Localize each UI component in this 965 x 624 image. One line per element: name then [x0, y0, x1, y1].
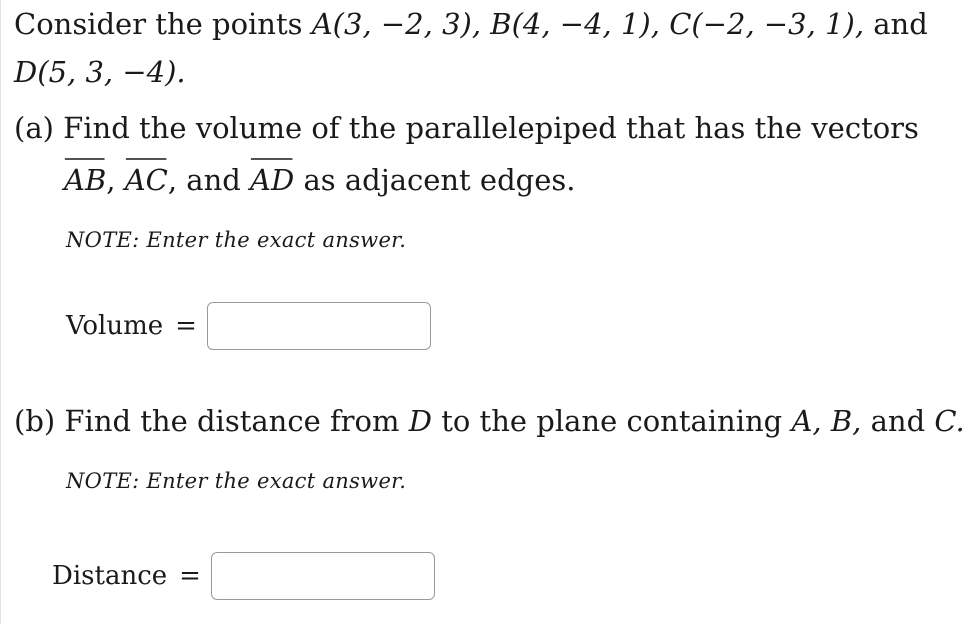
- part-b-question: [14, 403, 965, 439]
- distance-input[interactable]: [211, 552, 435, 600]
- part-b-note: NOTE: Enter the exact answer.: [66, 469, 407, 493]
- part-a-text: Find the volume of the parallelepiped that has the vectors: [63, 111, 919, 145]
- vector-ab: AB: [64, 162, 106, 198]
- part-b-text-middle: to the plane containing: [441, 404, 783, 438]
- point-b: B(4, −4, 1),: [490, 7, 660, 41]
- problem-intro-line2: [14, 54, 186, 90]
- part-a-label: (a): [14, 111, 54, 145]
- distance-answer-row: [52, 552, 435, 600]
- point-d: D(5, 3, −4).: [14, 55, 186, 89]
- part-a-question-line1: [14, 110, 919, 146]
- intro-text: Consider the points: [14, 7, 303, 41]
- point-c: C(−2, −3, 1),: [669, 7, 865, 41]
- distance-equals: =: [179, 561, 201, 591]
- vector-arrow-icon: [250, 154, 294, 164]
- part-b-text-before: Find the distance from: [64, 404, 400, 438]
- part-b-label: (b): [14, 404, 56, 438]
- distance-label: Distance: [52, 561, 168, 591]
- vector-ad: AD: [250, 162, 294, 198]
- part-a-question-line2: AB, AC, and AD as adjacent edges.: [64, 162, 575, 198]
- point-a: A(3, −2, 3),: [311, 7, 482, 41]
- vector-ac: AC: [125, 162, 168, 198]
- part-a-and: and: [186, 163, 241, 197]
- part-a-suffix: as adjacent edges.: [303, 163, 576, 197]
- problem-intro-line1: [14, 6, 928, 42]
- part-b-points-ab: A, B,: [791, 404, 862, 438]
- volume-equals: =: [175, 311, 197, 341]
- vector-arrow-icon: [125, 154, 168, 164]
- part-b-and: and: [870, 404, 926, 438]
- intro-and: and: [873, 7, 928, 41]
- part-a-note: NOTE: Enter the exact answer.: [66, 228, 407, 252]
- volume-label: Volume: [66, 311, 164, 341]
- part-b-point-d: D: [408, 404, 432, 438]
- vector-arrow-icon: [64, 154, 106, 164]
- part-b-point-c: C.: [934, 404, 965, 438]
- volume-answer-row: [66, 302, 431, 350]
- volume-input[interactable]: [207, 302, 431, 350]
